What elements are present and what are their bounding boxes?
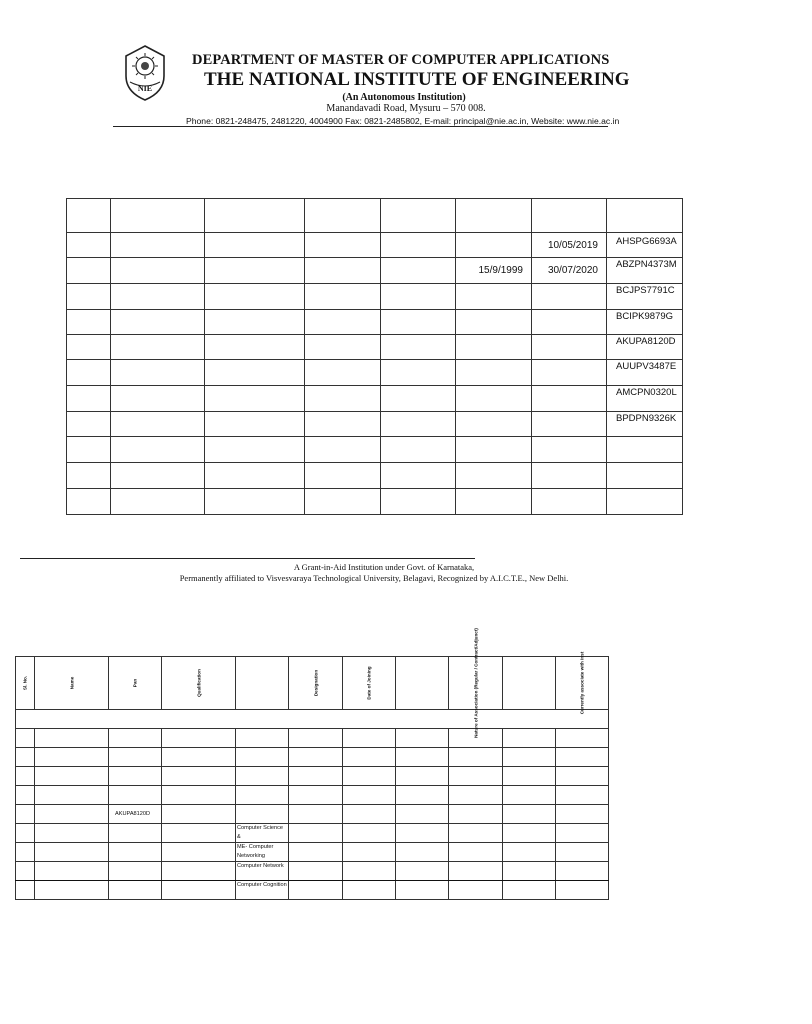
table-cell	[396, 862, 449, 881]
table-cell	[503, 824, 556, 843]
table-row	[67, 386, 683, 412]
date-cell	[532, 335, 607, 360]
table-cell	[396, 805, 449, 824]
table-cell	[305, 199, 381, 233]
table-cell	[162, 748, 236, 767]
autonomous-label: (An Autonomous Institution)	[342, 92, 466, 103]
table-cell	[503, 786, 556, 805]
specialization-cell	[236, 786, 289, 805]
column-header	[503, 657, 556, 710]
table-cell	[111, 463, 205, 489]
column-header	[109, 657, 162, 710]
specialization-cell: Computer Cognition	[236, 881, 289, 900]
table-cell	[67, 233, 111, 258]
table-cell	[35, 881, 109, 900]
table-cell	[305, 310, 381, 335]
table-cell	[35, 805, 109, 824]
pan-cell: BPDPN9326K	[607, 412, 683, 437]
table-cell	[162, 881, 236, 900]
table-cell	[16, 748, 35, 767]
table-cell	[289, 767, 343, 786]
address-line: Manandavadi Road, Mysuru – 570 008.	[326, 103, 486, 114]
table-cell	[305, 258, 381, 284]
specialization-cell	[236, 729, 289, 748]
table-cell	[111, 360, 205, 386]
column-header-label: Sl. No.	[22, 675, 28, 691]
pan-cell	[109, 786, 162, 805]
table-cell	[381, 335, 456, 360]
date-cell	[532, 199, 607, 233]
table-cell	[503, 805, 556, 824]
institute-title: THE NATIONAL INSTITUTE OF ENGINEERING	[204, 69, 630, 90]
table-cell	[305, 335, 381, 360]
table-cell	[205, 489, 305, 515]
column-header	[556, 651, 609, 715]
table-cell	[111, 310, 205, 335]
pan-cell: ABZPN4373M	[607, 258, 683, 284]
table-cell	[503, 729, 556, 748]
table-cell	[556, 824, 609, 843]
table-cell	[381, 437, 456, 463]
table-row	[16, 824, 609, 843]
table-cell	[449, 881, 503, 900]
table-cell	[205, 412, 305, 437]
table-cell	[343, 862, 396, 881]
table-cell	[396, 767, 449, 786]
date-cell	[456, 412, 532, 437]
pan-cell: AHSPG6693A	[607, 233, 683, 258]
table-cell	[16, 843, 35, 862]
table-cell	[205, 335, 305, 360]
table-cell	[396, 824, 449, 843]
table-cell	[381, 360, 456, 386]
table-cell	[111, 412, 205, 437]
table-cell	[35, 767, 109, 786]
affiliation-line: Permanently affiliated to Visvesvaraya Technological University, Belagavi, Recognized by A.I.C.T.E., New Delhi.	[179, 573, 569, 583]
table-cell	[556, 729, 609, 748]
table-cell	[343, 786, 396, 805]
table-cell	[343, 843, 396, 862]
specialization-cell: Computer Science &	[236, 824, 289, 843]
table-cell	[556, 862, 609, 881]
date-cell	[456, 386, 532, 412]
table-cell	[67, 489, 111, 515]
table-cell	[205, 386, 305, 412]
table-row	[16, 805, 609, 824]
table-cell	[16, 767, 35, 786]
pan-cell	[109, 748, 162, 767]
table-cell	[205, 463, 305, 489]
table-row	[67, 360, 683, 386]
pan-cell	[109, 729, 162, 748]
table-row	[16, 748, 609, 767]
table-cell	[162, 767, 236, 786]
column-header-label: Currently associate with Inst	[579, 651, 585, 715]
date-cell	[532, 284, 607, 310]
table-cell	[381, 233, 456, 258]
table-cell	[67, 199, 111, 233]
faculty-table-top	[66, 198, 683, 515]
table-cell	[381, 463, 456, 489]
table-cell	[396, 786, 449, 805]
table-cell	[111, 258, 205, 284]
table-cell	[16, 862, 35, 881]
specialization-cell	[236, 805, 289, 824]
column-header	[162, 657, 236, 710]
table-cell	[381, 412, 456, 437]
table-cell	[381, 386, 456, 412]
table-cell	[503, 862, 556, 881]
svg-text:NIE: NIE	[137, 84, 153, 93]
table-cell	[503, 767, 556, 786]
table-cell	[205, 258, 305, 284]
table-cell	[67, 335, 111, 360]
pan-cell: AKUPA8120D	[607, 335, 683, 360]
table-row	[67, 412, 683, 437]
date-cell	[456, 199, 532, 233]
table-cell	[449, 843, 503, 862]
column-header	[236, 657, 289, 710]
table-cell	[449, 862, 503, 881]
table-row	[67, 310, 683, 335]
table-row	[67, 258, 683, 284]
table-cell	[396, 881, 449, 900]
table-cell	[381, 310, 456, 335]
column-header	[16, 657, 35, 710]
faculty-table-bottom	[15, 628, 609, 900]
table-cell	[67, 412, 111, 437]
table-cell	[289, 862, 343, 881]
table-cell	[305, 386, 381, 412]
specialization-cell	[236, 767, 289, 786]
table-cell	[305, 437, 381, 463]
date-cell	[456, 463, 532, 489]
date-cell	[532, 310, 607, 335]
table-cell	[111, 233, 205, 258]
pan-cell: AUUPV3487E	[607, 360, 683, 386]
table-cell	[289, 748, 343, 767]
table-cell	[305, 360, 381, 386]
table-cell	[396, 748, 449, 767]
table-cell	[381, 489, 456, 515]
table-cell	[205, 284, 305, 310]
table-cell	[67, 310, 111, 335]
table-cell	[396, 729, 449, 748]
table-cell	[162, 862, 236, 881]
table-cell	[449, 786, 503, 805]
table-cell	[556, 805, 609, 824]
table-cell	[16, 786, 35, 805]
table-cell	[162, 843, 236, 862]
table-row	[67, 335, 683, 360]
table-row	[16, 729, 609, 748]
pan-cell	[607, 437, 683, 463]
table-cell	[343, 881, 396, 900]
table-cell	[67, 463, 111, 489]
column-header-label: Designation	[313, 669, 318, 697]
column-header	[343, 657, 396, 710]
pan-cell	[109, 767, 162, 786]
table-cell	[289, 881, 343, 900]
table-cell	[16, 710, 609, 729]
date-cell	[532, 412, 607, 437]
table-cell	[35, 824, 109, 843]
table-cell	[396, 843, 449, 862]
date-cell	[456, 310, 532, 335]
date-cell: 15/9/1999	[456, 258, 532, 284]
table-cell	[162, 729, 236, 748]
column-header	[396, 657, 449, 710]
pan-cell: AKUPA8120D	[109, 805, 162, 824]
table-cell	[343, 824, 396, 843]
table-cell	[449, 767, 503, 786]
table-row	[16, 881, 609, 900]
table-cell	[111, 437, 205, 463]
date-cell	[456, 284, 532, 310]
table-cell	[503, 748, 556, 767]
contact-line: Phone: 0821-248475, 2481220, 4004900 Fax: 0821-2485802, E-mail: principal@nie.ac.in, Website: www.nie.ac.in	[186, 116, 620, 126]
specialization-cell: ME- Computer Networking	[236, 843, 289, 862]
footer-divider	[20, 558, 475, 559]
table-cell	[162, 786, 236, 805]
table-cell	[67, 386, 111, 412]
table-cell	[111, 489, 205, 515]
table-cell	[289, 843, 343, 862]
table-row	[16, 767, 609, 786]
table-row	[67, 463, 683, 489]
table-cell	[16, 805, 35, 824]
date-cell: 10/05/2019	[532, 233, 607, 258]
pan-cell	[607, 463, 683, 489]
table-cell	[556, 767, 609, 786]
column-header-label: Qualification	[196, 669, 201, 697]
table-cell	[35, 786, 109, 805]
table-cell	[289, 824, 343, 843]
table-row	[67, 437, 683, 463]
pan-cell: BCIPK9879G	[607, 310, 683, 335]
pan-cell	[607, 489, 683, 515]
table-cell	[205, 233, 305, 258]
specialization-cell	[236, 748, 289, 767]
date-cell	[532, 463, 607, 489]
table-cell	[305, 233, 381, 258]
column-header-label: Date of Joining	[366, 666, 372, 700]
date-cell	[532, 360, 607, 386]
table-cell	[503, 881, 556, 900]
column-header-label: Name	[69, 676, 74, 690]
table-row	[67, 199, 683, 233]
header-row	[16, 657, 609, 710]
table-cell	[305, 463, 381, 489]
pan-cell: BCJPS7791C	[607, 284, 683, 310]
table-cell	[111, 199, 205, 233]
table-row	[16, 843, 609, 862]
table-cell	[381, 258, 456, 284]
table-cell	[343, 767, 396, 786]
header-divider	[113, 126, 608, 127]
table-cell	[343, 729, 396, 748]
table-cell	[343, 805, 396, 824]
table-cell	[449, 748, 503, 767]
table-cell	[205, 310, 305, 335]
table-row	[67, 284, 683, 310]
date-cell	[456, 233, 532, 258]
table-cell	[289, 729, 343, 748]
date-cell	[532, 386, 607, 412]
date-cell	[456, 489, 532, 515]
table-cell	[35, 748, 109, 767]
table-cell	[503, 843, 556, 862]
table-cell	[67, 437, 111, 463]
table-cell	[35, 862, 109, 881]
table-cell	[35, 729, 109, 748]
table-cell	[556, 786, 609, 805]
date-cell	[456, 360, 532, 386]
table-cell	[289, 786, 343, 805]
pan-cell: AMCPN0320L	[607, 386, 683, 412]
table-cell	[305, 412, 381, 437]
table-cell	[111, 284, 205, 310]
column-header	[289, 657, 343, 710]
table-cell	[305, 284, 381, 310]
table-cell	[381, 199, 456, 233]
table-cell	[111, 335, 205, 360]
table-cell	[205, 360, 305, 386]
column-header-label: Nature of Association (Regular / Contract/Adjunct)	[473, 628, 478, 738]
table-cell	[305, 489, 381, 515]
table-cell	[16, 824, 35, 843]
table-cell	[162, 824, 236, 843]
table-cell	[16, 729, 35, 748]
pan-cell	[607, 199, 683, 233]
pan-cell	[109, 881, 162, 900]
table-row	[67, 489, 683, 515]
table-cell	[67, 284, 111, 310]
pan-cell	[109, 862, 162, 881]
column-header	[35, 657, 109, 710]
table-cell	[67, 360, 111, 386]
table-cell	[556, 748, 609, 767]
table-cell	[16, 881, 35, 900]
table-cell	[205, 199, 305, 233]
table-row	[67, 233, 683, 258]
column-header-label: Pan	[132, 678, 138, 688]
date-cell	[532, 489, 607, 515]
table-cell	[289, 805, 343, 824]
spacer-row	[16, 710, 609, 729]
table-cell	[556, 843, 609, 862]
table-cell	[67, 258, 111, 284]
date-cell	[456, 437, 532, 463]
date-cell: 30/07/2020	[532, 258, 607, 284]
table-cell	[556, 881, 609, 900]
table-cell	[162, 805, 236, 824]
column-header	[449, 628, 503, 738]
pan-cell	[109, 824, 162, 843]
specialization-cell: Computer Network	[236, 862, 289, 881]
table-cell	[205, 437, 305, 463]
table-cell	[449, 824, 503, 843]
table-cell	[381, 284, 456, 310]
department-title: DEPARTMENT OF MASTER OF COMPUTER APPLICATIONS	[192, 52, 610, 68]
table-row	[16, 862, 609, 881]
grant-line: A Grant-in-Aid Institution under Govt. of Karnataka,	[293, 562, 475, 572]
date-cell	[456, 335, 532, 360]
date-cell	[532, 437, 607, 463]
table-cell	[111, 386, 205, 412]
table-cell	[449, 805, 503, 824]
table-row	[16, 786, 609, 805]
table-cell	[343, 748, 396, 767]
pan-cell	[109, 843, 162, 862]
table-cell	[35, 843, 109, 862]
